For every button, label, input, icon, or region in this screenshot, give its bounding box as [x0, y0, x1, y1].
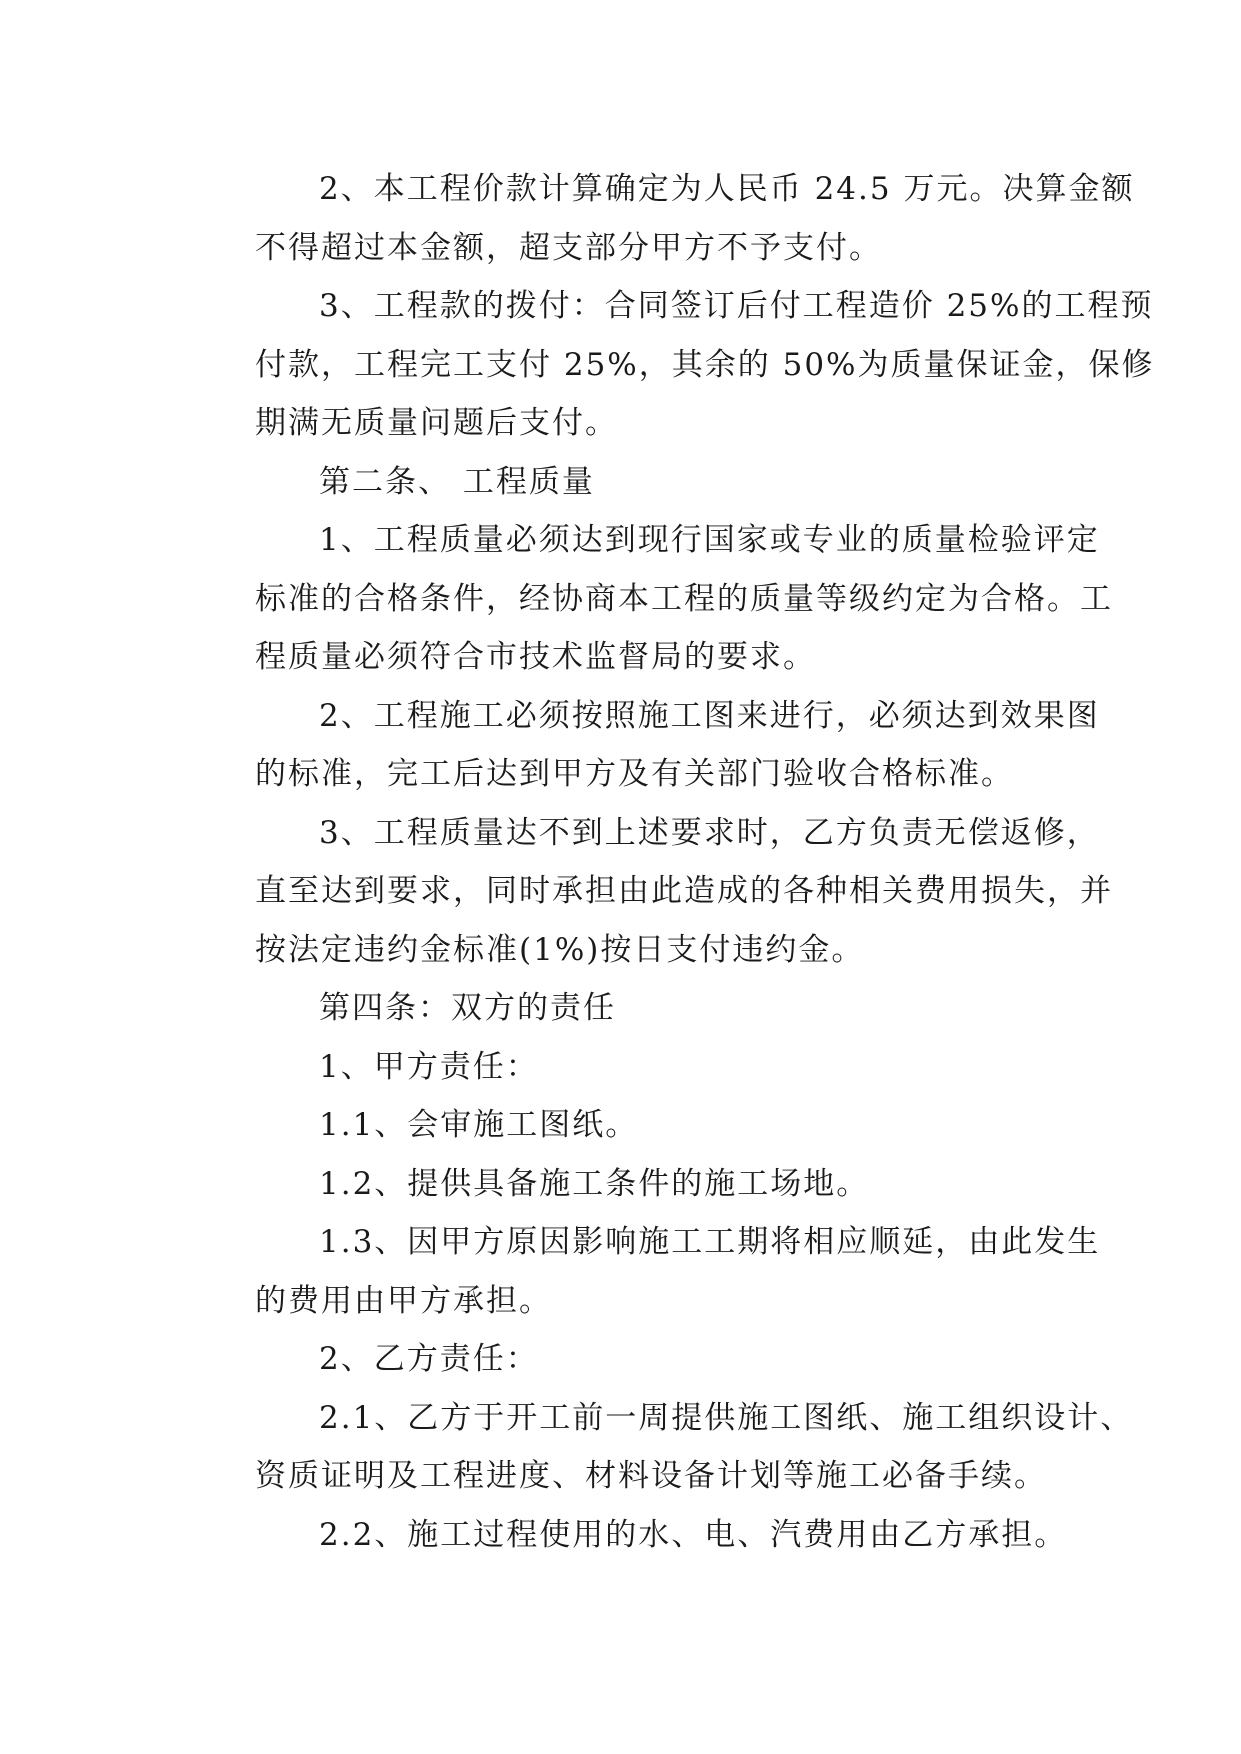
- subheading-party-b: [191, 1330, 1071, 1389]
- text-line: 3、工程质量达不到上述要求时，乙方负责无偿返修，: [319, 814, 1100, 851]
- text-line: 按法定违约金标准(1%)按日支付违约金。: [255, 931, 865, 968]
- paragraph-price: [191, 160, 1135, 277]
- item-1-3: [191, 1213, 1101, 1330]
- text-line: 程质量必须符合市技术监督局的要求。: [255, 639, 816, 675]
- text-line: 不得超过本金额，超支部分甲方不予支付。: [255, 229, 882, 266]
- text-line: 的费用由甲方承担。: [255, 1282, 552, 1319]
- text-line: 期满无质量问题后支付。: [255, 405, 618, 441]
- text-line: 直至达到要求，同时承担由此造成的各种相关费用损失，并: [255, 873, 1113, 909]
- item-1-2: [191, 1155, 1071, 1214]
- text-line: 2.2、施工过程使用的水、电、汽费用由乙方承担。: [319, 1516, 1068, 1553]
- paragraph-payment: [191, 277, 1155, 453]
- text-line: 2、乙方责任：: [319, 1341, 539, 1377]
- paragraph-construction-drawing: [191, 687, 1100, 804]
- document-body: [191, 160, 1155, 1564]
- item-2-2: [191, 1506, 1071, 1565]
- text-line: 第四条：双方的责任: [319, 990, 616, 1026]
- text-line: 1.2、提供具备施工条件的施工场地。: [319, 1165, 870, 1202]
- item-1-1: [191, 1096, 1071, 1155]
- text-line: 1、工程质量必须达到现行国家或专业的质量检验评定: [319, 522, 1100, 558]
- text-line: 1、甲方责任：: [319, 1048, 539, 1085]
- text-line: 2.1、乙方于开工前一周提供施工图纸、施工组织设计、: [319, 1399, 1134, 1436]
- item-2-1: [191, 1389, 1134, 1506]
- subheading-party-a: [191, 1038, 1071, 1097]
- text-line: 1.3、因甲方原因影响施工工期将相应顺延，由此发生: [319, 1224, 1101, 1260]
- text-line: 3、工程款的拨付：合同签订后付工程造价 25%的工程预: [319, 288, 1154, 324]
- text-line: 的标准，完工后达到甲方及有关部门验收合格标准。: [255, 756, 1014, 792]
- paragraph-quality-standard: [191, 511, 1113, 687]
- section-heading-responsibilities: [191, 979, 1071, 1038]
- text-line: 2、工程施工必须按照施工图来进行，必须达到效果图: [319, 697, 1100, 734]
- text-line: 2、本工程价款计算确定为人民币 24.5 万元。决算金额: [319, 171, 1135, 207]
- text-line: 第二条、 工程质量: [319, 463, 595, 500]
- section-heading-quality: [191, 453, 1071, 512]
- paragraph-rework: [191, 804, 1113, 980]
- text-line: 付款，工程完工支付 25%，其余的 50%为质量保证金，保修: [255, 346, 1155, 383]
- text-line: 标准的合格条件，经协商本工程的质量等级约定为合格。工: [255, 580, 1113, 617]
- text-line: 资质证明及工程进度、材料设备计划等施工必备手续。: [255, 1458, 1047, 1494]
- text-line: 1.1、会审施工图纸。: [319, 1107, 639, 1143]
